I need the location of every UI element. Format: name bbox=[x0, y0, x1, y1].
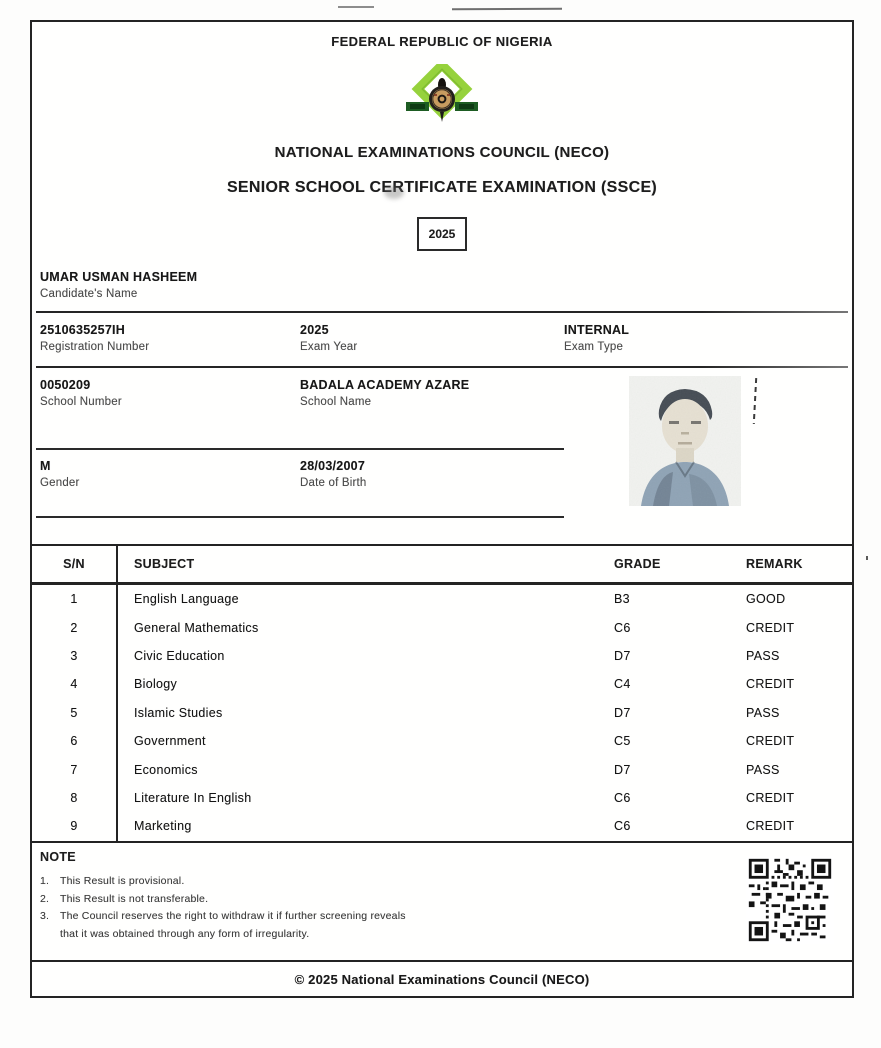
grade-cell: D7 bbox=[614, 762, 631, 777]
council-title: NATIONAL EXAMINATIONS COUNCIL (NECO) bbox=[274, 144, 610, 161]
table-row bbox=[31, 613, 853, 641]
neco-emblem-icon bbox=[404, 64, 480, 124]
sn-cell: 2 bbox=[31, 613, 117, 641]
table-row bbox=[31, 642, 853, 670]
table-row bbox=[31, 584, 853, 614]
grade-cell: D7 bbox=[614, 705, 631, 720]
note-line: 2. This Result is not transferable. bbox=[40, 892, 209, 905]
exam-title: SENIOR SCHOOL CERTIFICATE EXAMINATION (SSCE) bbox=[226, 179, 658, 196]
table-row bbox=[31, 755, 853, 783]
remark-cell: PASS bbox=[746, 705, 780, 720]
scan-artifact bbox=[866, 556, 868, 560]
date-of-birth-label: Date of Birth bbox=[300, 477, 367, 489]
scan-smudge bbox=[384, 186, 404, 199]
school-name-label: School Name bbox=[300, 396, 372, 408]
sn-cell: 4 bbox=[31, 670, 117, 698]
grade-cell: C6 bbox=[614, 620, 631, 635]
remark-cell: GOOD bbox=[746, 592, 786, 607]
exam-year-box: 2025 bbox=[417, 217, 467, 251]
candidate-photo bbox=[629, 376, 741, 506]
subject-cell: Economics bbox=[134, 762, 198, 777]
qr-code bbox=[746, 856, 834, 944]
remark-cell: CREDIT bbox=[746, 620, 795, 635]
note-line: 3. The Council reserves the right to withdraw it if further screening reveals bbox=[40, 910, 406, 922]
candidate-name: UMAR USMAN HASHEEM bbox=[40, 270, 198, 284]
gender-value: M bbox=[40, 459, 51, 473]
subject-cell: English Language bbox=[134, 592, 239, 607]
subject-cell: Biology bbox=[134, 677, 178, 692]
table-row bbox=[31, 670, 853, 698]
subject-cell: Literature In English bbox=[134, 790, 252, 805]
grade-cell: C6 bbox=[614, 790, 631, 805]
header-sn: S/N bbox=[31, 545, 117, 584]
scan-artifact bbox=[753, 378, 757, 424]
scan-artifact bbox=[338, 6, 374, 8]
note-line: that it was obtained through any form of irregularity. bbox=[60, 927, 310, 940]
note-line: 1. This Result is provisional. bbox=[40, 875, 185, 887]
sn-cell: 8 bbox=[31, 784, 117, 812]
registration-number: 2510635257IH bbox=[40, 323, 126, 337]
sn-cell: 7 bbox=[31, 755, 117, 783]
subject-cell: Government bbox=[134, 734, 206, 749]
registration-number-label: Registration Number bbox=[40, 341, 150, 353]
exam-year-value: 2025 bbox=[300, 323, 329, 337]
grade-cell: C5 bbox=[614, 734, 631, 749]
remark-cell: CREDIT bbox=[746, 790, 795, 805]
header-grade: GRADE bbox=[612, 545, 744, 584]
footer-copyright: © 2025 National Examinations Council (NECO) bbox=[294, 972, 590, 987]
sn-cell: 1 bbox=[31, 584, 117, 614]
note-title: NOTE bbox=[40, 850, 76, 864]
note-list bbox=[40, 873, 600, 943]
remark-cell: PASS bbox=[746, 762, 780, 777]
grade-cell: B3 bbox=[614, 592, 630, 607]
grade-cell: C4 bbox=[614, 677, 631, 692]
grade-cell: C6 bbox=[614, 819, 631, 834]
federal-republic-title: FEDERAL REPUBLIC OF NIGERIA bbox=[331, 34, 553, 49]
exam-type-value: INTERNAL bbox=[564, 323, 630, 337]
exam-type-label: Exam Type bbox=[564, 341, 624, 353]
subject-cell: Islamic Studies bbox=[134, 705, 223, 720]
table-row bbox=[31, 812, 853, 841]
sn-cell: 9 bbox=[31, 812, 117, 841]
sn-cell: 3 bbox=[31, 642, 117, 670]
remark-cell: CREDIT bbox=[746, 819, 795, 834]
scan-artifact bbox=[452, 8, 562, 11]
remark-cell: CREDIT bbox=[746, 734, 795, 749]
sn-cell: 6 bbox=[31, 727, 117, 755]
remark-cell: CREDIT bbox=[746, 677, 795, 692]
sn-cell: 5 bbox=[31, 699, 117, 727]
remark-cell: PASS bbox=[746, 648, 780, 663]
date-of-birth: 28/03/2007 bbox=[300, 459, 366, 473]
header-remark: REMARK bbox=[744, 545, 853, 584]
school-number: 0050209 bbox=[40, 378, 91, 392]
subject-cell: General Mathematics bbox=[134, 620, 259, 635]
table-row bbox=[31, 784, 853, 812]
exam-year-label: Exam Year bbox=[300, 341, 358, 353]
grade-cell: D7 bbox=[614, 648, 631, 663]
table-header-row bbox=[31, 545, 853, 584]
table-row bbox=[31, 727, 853, 755]
candidate-name-label: Candidate's Name bbox=[40, 288, 138, 300]
result-document bbox=[30, 20, 854, 998]
results-table bbox=[30, 544, 854, 843]
school-name: BADALA ACADEMY AZARE bbox=[300, 378, 470, 392]
subject-cell: Marketing bbox=[134, 819, 192, 834]
gender-label: Gender bbox=[40, 477, 80, 489]
school-number-label: School Number bbox=[40, 396, 122, 408]
subject-cell: Civic Education bbox=[134, 648, 225, 663]
header-subject: SUBJECT bbox=[117, 545, 612, 584]
footer-divider bbox=[30, 960, 854, 962]
table-row bbox=[31, 699, 853, 727]
